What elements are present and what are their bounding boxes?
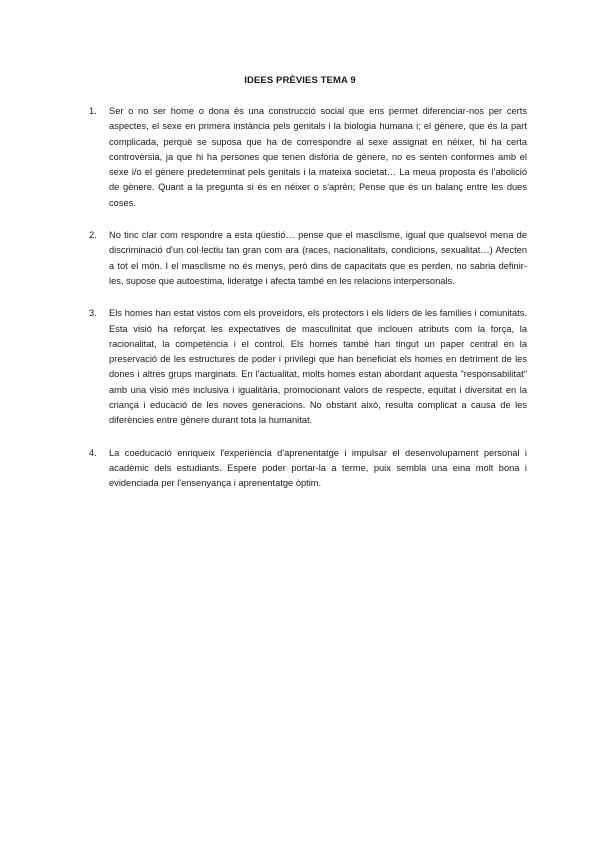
list-item-number: 1.	[89, 106, 97, 116]
list-item-number: 4.	[89, 447, 97, 458]
list-item-number: 2.	[89, 230, 97, 241]
page-title: IDEES PRÈVIES TEMA 9	[244, 75, 356, 86]
list-item	[89, 306, 527, 428]
list-item	[89, 104, 527, 211]
numbered-list	[89, 104, 527, 509]
list-item	[89, 446, 527, 492]
list-item-text: La coeducació enriqueix l'experiència d'aprenentatge i impulsar el desenvolupament personal i acadèmic dels estudiants. Espere poder portar-la a terme, puix sembla una eina molt bona i evidenciada per l'ensenyança i aprenentatge òptim.	[109, 447, 527, 489]
list-item-text: Ser o no ser home o dona és una construcció social que ens permet diferenciar-nos per certs aspectes, el sexe en primera instància pels genitals i la biologia humana i; el gènere, que és la part complicada, perquè se suposa que ha de correspondre al sexe assignat en néixer, hi ha certa controvèrsia, ja que hi ha persones que tenen disfòria de gènere, no es senten conformes amb el sexe i/o el gènere predeterminat pels genitals i la mateixa societat… La meua proposta és l'abolició de gènere. Quant a la pregunta si és en néixer o s'aprèn; Pense que és un balanç entre les dues coses.	[109, 106, 527, 208]
list-item-text: No tinc clar com respondre a esta qüestió… pense que el masclisme, igual que qualsevol mena de discriminació d'un col·lectiu tan gran com ara (races, nacionalitats, condicions, sexualitat…) Afecten a tot el món. I el masclisme no és menys, però dins de capacitats que es perden, no sabria definir-les, supose que autoestima, lideratge i afecta també en les relacions interpersonals.	[109, 230, 527, 286]
list-item-number: 3.	[89, 308, 97, 319]
list-item-text: Els homes han estat vistos com els proveïdors, els protectors i els líders de les famílies i comunitats. Esta visió ha reforçat les expectatives de masculinitat que inclouen atributs com la força, la racionalitat, la competència i el control. Els homes també han tingut un paper central en la preservació de les estructures de poder i privilegi que han beneficiat els homes en detriment de les dones i altres grups marginats. En l'actualitat, molts homes estan abordant aquesta "responsabilitat" amb una visió més inclusiva i igualitària, promocionant valors de respecte, equitat i diversitat en la criança i educació de les noves generacions. No obstant això, resulta complicat a causa de les diferències entre gènere durant tota la humanitat.	[109, 308, 527, 426]
list-item	[89, 228, 527, 289]
